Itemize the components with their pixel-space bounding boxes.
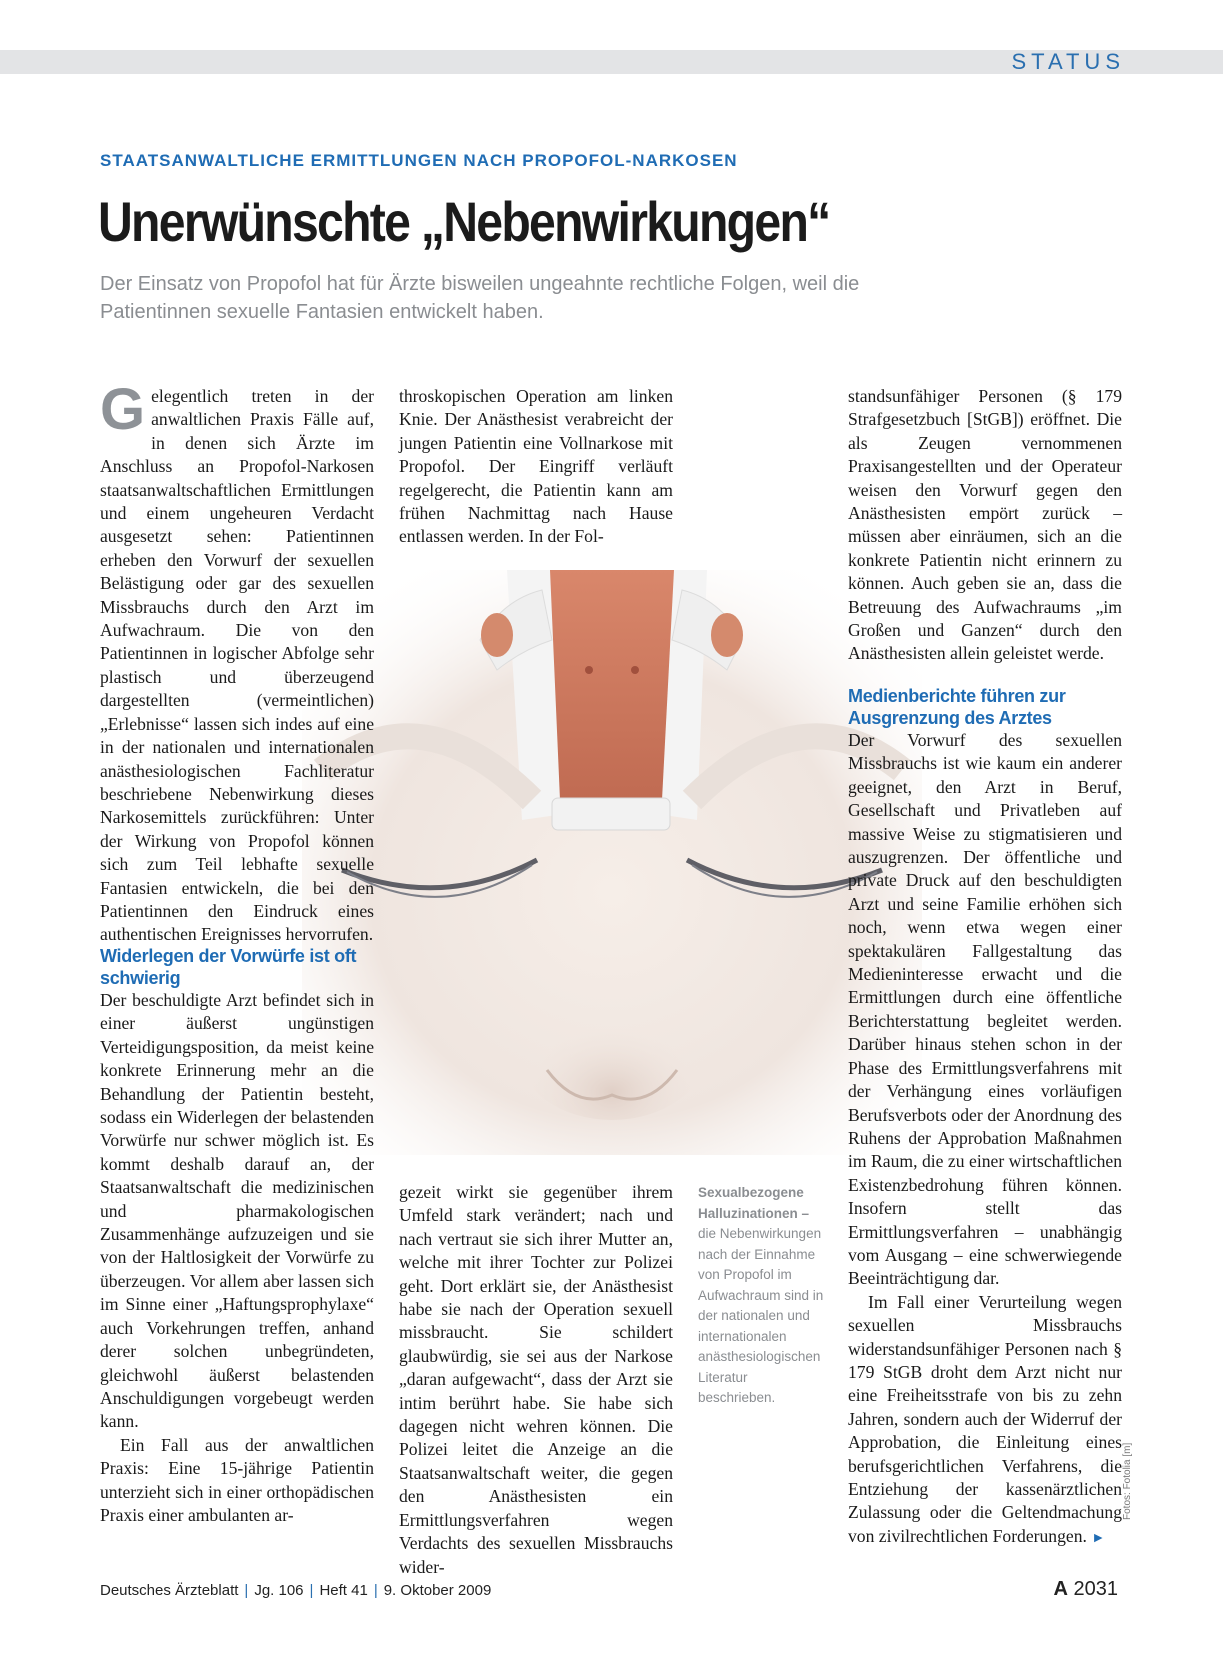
column-1-top <box>100 377 374 947</box>
issue-date: 9. Oktober 2009 <box>383 1582 492 1599</box>
continue-arrow-icon: ► <box>1091 1530 1106 1546</box>
paragraph: Der Vorwurf des sexuellen Missbrauchs ist wie kaum ein anderer geeignet, den Arzt in Beruf, Gesellschaft und Privatleben auf massive Weise zu stigmatisieren und auszugrenzen. Der öffentliche und private Druck auf den beschuldigten Arzt und seine Familie erhöhen sich noch, wenn etwa wegen einer spektakulären Fallgestaltung das Medieninteresse erwacht und die Ermittlungen durch eine öffentliche Berichterstattung begleitet werden. Darüber hinaus stehen schon in der Phase des Ermittlungsverfahrens mit der Verhängung eines vorläufigen Berufsverbots oder der Anordnung des Ruhens der Approbation Maßnahmen im Raum, die zu einer wirtschaftlichen Existenzbedrohung führen können. Insofern stellt das Ermittlungsverfahren – unabhängig vom Ausgang – eine schwerwiegende Beeinträchtigung dar. <box>848 730 1122 1289</box>
separator: | <box>373 1582 378 1599</box>
article-headline: Unerwünschte „Nebenwirkungen“ <box>98 190 830 253</box>
column-3-bottom <box>848 685 1122 1550</box>
article-photo <box>302 570 922 1155</box>
column-1-bottom <box>100 945 374 1527</box>
article-lead: Der Einsatz von Propofol hat für Ärzte bisweilen ungeahnte rechtliche Folgen, weil die Patientinnen sexuelle Fantasien entwickelt haben. <box>100 273 860 323</box>
paragraph: Ein Fall aus der anwaltlichen Praxis: Eine 15-jährige Patientin unterzieht sich in einer orthopädischen Praxis einer ambulanten ar- <box>100 1434 374 1525</box>
page-value: 2031 <box>1073 1578 1118 1600</box>
separator: | <box>309 1582 314 1599</box>
section-label: STATUS <box>1011 49 1125 74</box>
drop-cap: G <box>100 377 146 442</box>
column-2-top <box>399 385 673 549</box>
caption-text: die Nebenwirkungen nach der Einnahme von Propofol im Aufwachraum sind in der nationalen und internationalen anästhesiologischen Literatur beschrieben. <box>698 1226 824 1405</box>
column-3-top <box>848 385 1122 666</box>
volume: Jg. 106 <box>254 1582 304 1599</box>
paragraph: standsunfähiger Personen (§ 179 Strafgesetzbuch [StGB]) eröffnet. Die als Zeugen vernommenen Praxisangestellten und der Operateur weisen den Vorwurf gegen den Anästhesisten empört zurück – müssen aber einräumen, sich an die konkrete Patientin nicht erinnern zu können. Auch geben sie an, dass die Betreuung des Aufwachraums „im Großen und Ganzen“ durch den Anästhesisten allein geleistet werde. <box>848 386 1122 664</box>
photo-caption <box>698 1183 826 1409</box>
journal-name: Deutsches Ärzteblatt <box>100 1582 239 1599</box>
paragraph: throskopischen Operation am linken Knie. Der Anästhesist verabreicht der jungen Patientin eine Vollnarkose mit Propofol. Der Eingriff verläuft regelgerecht, die Patientin kann am frühen Nachmittag nach Hause entlassen werden. In der Fol- <box>399 386 673 547</box>
footer <box>100 1582 491 1599</box>
paragraph: Im Fall einer Verurteilung wegen sexuellen Missbrauchs widerstandsunfähiger Personen nach § 179 StGB droht dem Arzt nicht nur eine Freiheitsstrafe von bis zu zehn Jahren, sondern auch der Widerruf der Approbation, die Einleitung eines berufsgerichtlichen Verfahrens, die Entziehung der kassenärztlichen Zulassung oder die Geltendmachung von zivilrechtlichen Forderungen. <box>848 1291 1122 1546</box>
subheading: Medienberichte führen zur Ausgrenzung des Arztes <box>848 686 1066 728</box>
paragraph: elegentlich treten in der anwaltlichen Praxis Fälle auf, in denen sich Ärzte im Anschluss an Propofol-Narkosen staatsanwaltschaftlichen Ermittlungen und einem ungeheuren Verdacht ausgesetzt sehen: Patientinnen erheben den Vorwurf der sexuellen Belästigung oder gar des sexuellen Missbrauchs durch den Arzt im Aufwachraum. Die von den Patientinnen in logischer Abfolge sehr plastisch und überzeugend dargestellten (vermeintlichen) „Erlebnisse“ lassen sich indes auf eine in der nationalen und internationalen anästhesiologischen Fachliteratur beschriebene Nebenwirkung dieses Narkosemittels zurückführen: Unter der Wirkung von Propofol können sich zum Teil lebhafte sexuelle Fantasien entwickeln, die bei den Patientinnen den Eindruck eines authentischen Ereignisses hervorrufen. <box>100 386 374 945</box>
face-illustration <box>302 570 922 1155</box>
article-kicker: STAATSANWALTLICHE ERMITTLUNGEN NACH PROPOFOL-NARKOSEN <box>100 151 738 170</box>
subheading: Widerlegen der Vorwürfe ist oft schwierig <box>100 946 357 988</box>
photo-credit: Fotos: Fotolia [m] <box>1122 1442 1133 1520</box>
issue: Heft 41 <box>319 1582 368 1599</box>
caption-title: Sexualbezogene Halluzinationen – <box>698 1185 810 1221</box>
page-number <box>1053 1578 1118 1601</box>
separator: | <box>244 1582 249 1599</box>
page-prefix: A <box>1053 1578 1068 1600</box>
paragraph: Der beschuldigte Arzt befindet sich in einer äußerst ungünstigen Verteidigungsposition, da meist keine konkrete Erinnerung mehr an die Behandlung der Patientin besteht, sodass ein Widerlegen der belastenden Vorwürfe nur schwer möglich ist. Es kommt deshalb darauf an, der Staatsanwaltschaft die medizinischen und pharmakologischen Zusammenhänge aufzuzeigen und sie von der Haltlosigkeit der Vorwürfe zu überzeugen. Vor allem aber lassen sich im Sinne einer „Haftungsprophylaxe“ auch Vorkehrungen treffen, anhand derer solchen unbegründeten, gleichwohl äußerst belastenden Anschuldigungen vorgebeugt werden kann. <box>100 990 374 1432</box>
column-2-bottom <box>399 1181 673 1579</box>
paragraph: gezeit wirkt sie gegenüber ihrem Umfeld stark verändert; nach und nach vertraut sie sich ihrer Mutter an, welche mit ihrer Tochter zur Polizei geht. Dort erklärt sie, der Anästhesist habe sie nach der Operation sexuell missbraucht. Sie schildert glaubwürdig, sie sei aus der Narkose „daran aufgewacht“, dass der Arzt sie intim berührt habe. Sie habe sich dagegen nicht wehren können. Die Polizei leitet die Anzeige an die Staatsanwaltschaft weiter, die gegen den Anästhesisten ein Ermittlungsverfahren wegen Verdachts des sexuellen Missbrauchs wider- <box>399 1182 673 1577</box>
